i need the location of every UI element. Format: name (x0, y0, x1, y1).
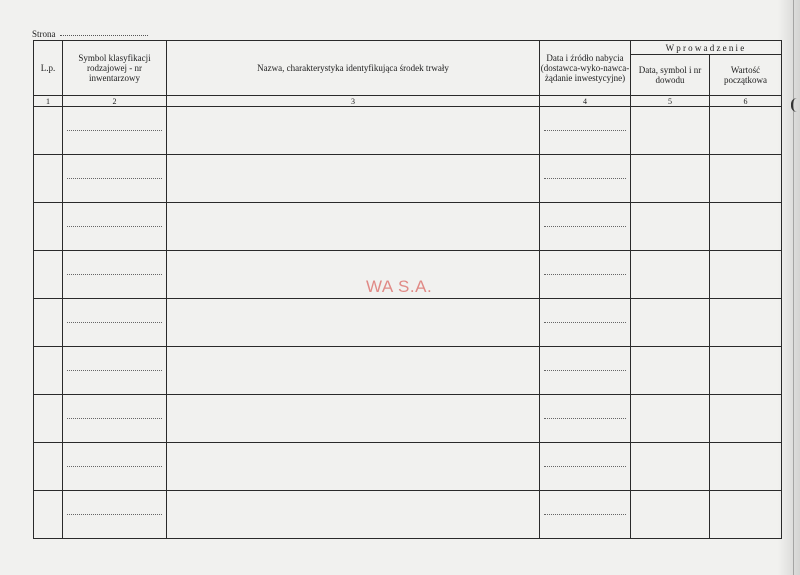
cell-initial-value[interactable] (710, 443, 782, 491)
dotted-entry-line (67, 370, 162, 371)
cell-name[interactable] (167, 251, 540, 299)
page-binding-edge (793, 0, 794, 575)
cell-entry-date[interactable] (631, 347, 710, 395)
dotted-entry-line (544, 370, 626, 371)
cell-initial-value[interactable] (710, 251, 782, 299)
col-header-lp: L.p. (34, 41, 63, 96)
cell-name[interactable] (167, 395, 540, 443)
dotted-entry-line (67, 322, 162, 323)
cell-acquisition[interactable] (540, 155, 631, 203)
cell-entry-date[interactable] (631, 251, 710, 299)
table-row (34, 491, 782, 539)
cell-lp[interactable] (34, 395, 63, 443)
col-header-initial-value: Wartość początkowa (710, 55, 782, 96)
column-number-1: 1 (34, 96, 63, 107)
cell-symbol[interactable] (63, 443, 167, 491)
cell-name[interactable] (167, 443, 540, 491)
table-row (34, 299, 782, 347)
cell-entry-date[interactable] (631, 443, 710, 491)
col-header-entry-date: Data, symbol i nr dowodu (631, 55, 710, 96)
ledger-body (34, 107, 782, 539)
cell-entry-date[interactable] (631, 491, 710, 539)
column-number-3: 3 (167, 96, 540, 107)
cell-acquisition[interactable] (540, 395, 631, 443)
cell-symbol[interactable] (63, 107, 167, 155)
cell-symbol[interactable] (63, 347, 167, 395)
table-row (34, 395, 782, 443)
cell-acquisition[interactable] (540, 347, 631, 395)
cell-entry-date[interactable] (631, 107, 710, 155)
cell-symbol[interactable] (63, 251, 167, 299)
cell-name[interactable] (167, 155, 540, 203)
cell-name[interactable] (167, 491, 540, 539)
cell-lp[interactable] (34, 491, 63, 539)
dotted-entry-line (67, 178, 162, 179)
table-row (34, 155, 782, 203)
cell-name[interactable] (167, 203, 540, 251)
table-row (34, 203, 782, 251)
cell-lp[interactable] (34, 155, 63, 203)
cell-initial-value[interactable] (710, 107, 782, 155)
column-number-6: 6 (710, 96, 782, 107)
cell-lp[interactable] (34, 347, 63, 395)
cell-lp[interactable] (34, 107, 63, 155)
cell-symbol[interactable] (63, 155, 167, 203)
page-number-field[interactable] (60, 35, 148, 36)
cell-acquisition[interactable] (540, 299, 631, 347)
dotted-entry-line (544, 466, 626, 467)
column-number-row (34, 96, 782, 107)
cell-lp[interactable] (34, 299, 63, 347)
cell-initial-value[interactable] (710, 347, 782, 395)
column-number-4: 4 (540, 96, 631, 107)
cell-initial-value[interactable] (710, 299, 782, 347)
cell-symbol[interactable] (63, 395, 167, 443)
column-number-2: 2 (63, 96, 167, 107)
dotted-entry-line (67, 130, 162, 131)
dotted-entry-line (67, 514, 162, 515)
col-group-header-entry: Wprowadzenie (631, 41, 782, 55)
header-row-top (34, 41, 782, 55)
dotted-entry-line (544, 226, 626, 227)
dotted-entry-line (544, 514, 626, 515)
cell-entry-date[interactable] (631, 203, 710, 251)
cell-lp[interactable] (34, 203, 63, 251)
dotted-entry-line (544, 322, 626, 323)
cell-symbol[interactable] (63, 299, 167, 347)
table-row (34, 443, 782, 491)
cell-entry-date[interactable] (631, 395, 710, 443)
col-header-symbol: Symbol klasyfikacji rodzajowej - nr inwentarzowy (63, 41, 167, 96)
binding-ring-mark (791, 98, 799, 112)
dotted-entry-line (544, 418, 626, 419)
page-number-line (32, 29, 148, 39)
table-row (34, 347, 782, 395)
cell-initial-value[interactable] (710, 155, 782, 203)
column-number-5: 5 (631, 96, 710, 107)
dotted-entry-line (67, 466, 162, 467)
dotted-entry-line (544, 178, 626, 179)
col-header-name: Nazwa, charakterystyka identyfikująca środek trwały (167, 41, 540, 96)
cell-name[interactable] (167, 107, 540, 155)
cell-initial-value[interactable] (710, 203, 782, 251)
cell-initial-value[interactable] (710, 395, 782, 443)
watermark: WA S.A. (366, 277, 433, 296)
cell-entry-date[interactable] (631, 155, 710, 203)
dotted-entry-line (67, 274, 162, 275)
cell-lp[interactable] (34, 251, 63, 299)
dotted-entry-line (544, 274, 626, 275)
dotted-entry-line (67, 418, 162, 419)
cell-name[interactable] (167, 347, 540, 395)
page-label: Strona (32, 29, 56, 39)
dotted-entry-line (544, 130, 626, 131)
table-row (34, 107, 782, 155)
cell-entry-date[interactable] (631, 299, 710, 347)
dotted-entry-line (67, 226, 162, 227)
cell-acquisition[interactable] (540, 251, 631, 299)
cell-lp[interactable] (34, 443, 63, 491)
cell-acquisition[interactable] (540, 443, 631, 491)
cell-symbol[interactable] (63, 203, 167, 251)
cell-acquisition[interactable] (540, 107, 631, 155)
cell-symbol[interactable] (63, 491, 167, 539)
cell-acquisition[interactable] (540, 203, 631, 251)
cell-initial-value[interactable] (710, 491, 782, 539)
cell-name[interactable] (167, 299, 540, 347)
cell-acquisition[interactable] (540, 491, 631, 539)
col-header-acquisition: Data i źródło nabycia (dostawca-wyko-nawca-żądanie inwestycyjne) (540, 41, 631, 96)
